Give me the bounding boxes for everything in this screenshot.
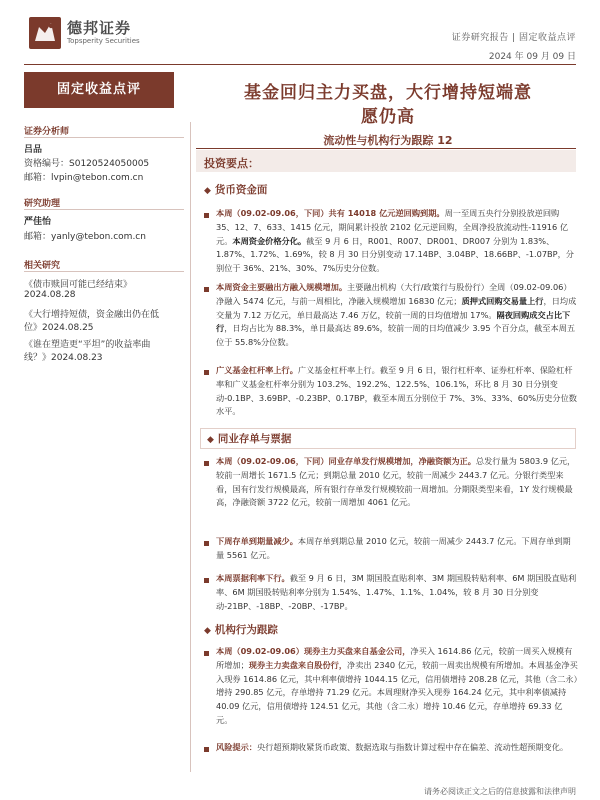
paragraph-run: 本周（09.02-09.06，下同）同业存单发行规模增加，净融资额为正。 [216, 456, 476, 466]
related-item-1-date: 2024.08.28 [24, 290, 76, 300]
sidebar-banner: 固定收益点评 [24, 72, 174, 108]
paragraph-run: ，日均成交量为 7.12 万亿元，单日最高达 7.46 万亿，较前一周的日均值增加 17%。 [216, 295, 577, 320]
paragraph-cd-maturity [216, 535, 578, 563]
analyst-email[interactable]: 邮箱：lvpin@tebon.com.cn [24, 173, 144, 183]
report-date: 2024 年 09 月 09 日 [488, 52, 576, 62]
key-points-label: 投资要点： [204, 157, 259, 170]
bullet-icon [204, 287, 209, 292]
related-item-1-title[interactable]: 《债市赎回可能已经结束》 [24, 280, 133, 290]
assistant-email[interactable]: 邮箱：yanly@tebon.com.cn [24, 232, 146, 242]
paragraph-run: 截至 9 月 6 日，R001、R007、DR001、DR007 分别为 1.83%、1.87%、1.72%、1.69%，较 8 月 30 日分别变动 17.14BP、3.04BP、18.66BP、-1.07BP，分别位于 36%、21%、30%、7%历史分位数。 [216, 235, 574, 274]
paragraph-run: 净卖出 2340 亿元，较前一周卖出规模有所增加。本周基金净买入现券 1614.86 亿元，其中利率债增持 1044.15 亿元，信用债增持 208.28 亿元，其他（含二永）增持 290.85 亿元，存单增持 71.29 亿元。本周理财净买入现券 164.24 亿元，其中利率债减持 40.09 亿元，信用债增持 124.51 亿元，其他（含二永）增持 10.46 亿元，存单增持 69.33 亿元。 [216, 659, 578, 725]
related-item-3-title[interactable]: 《谁在塑造更“平坦”的收益率曲 [24, 340, 151, 350]
bullet-icon [204, 461, 209, 466]
brand-logo-icon [29, 17, 61, 49]
analyst-heading: 证券分析师 [24, 127, 70, 137]
report-subtitle: 流动性与机构行为跟踪 12 [323, 134, 453, 147]
report-title-line2: 愿仍高 [361, 107, 415, 127]
paragraph-lenders [216, 281, 578, 350]
section-heading-cd-bills: ◆ 同业存单与票据 [200, 428, 576, 449]
related-item-3-date: 线？》2024.08.23 [24, 353, 103, 363]
related-heading: 相关研究 [24, 261, 61, 271]
paragraph-run: 总发行量为 5803.9 亿元，较前一周增长 1671.5 亿元；到期总量 2010 亿元，较前一周减少 2443.7 亿元。分银行类型来看，国有行发行规模最高，所有银行存单发行规模较前一周增加。分期限类型来看，1Y 发行规模最高，净融资额 3722 亿元，较前一周增加 4061 亿元。 [216, 456, 576, 508]
bullet-icon [204, 578, 209, 583]
paragraph-run: 广义基金杠杆率上行。截至 9 月 6 日，银行杠杆率、证券杠杆率、保险杠杆率和广义基金杠杆率分别为 103.2%、192.2%、122.5%、106.1%，环比 8 月 30 日分别变动-0.1BP、3.69BP、-0.23BP、0.17BP，截至本周五分别位于 7%、3%、33%、60%历史分位数水平。 [216, 365, 577, 417]
paragraph-run: 下周存单到期量减少。 [216, 536, 298, 546]
header-divider [24, 64, 576, 65]
bullet-icon [204, 747, 209, 752]
paragraph-run: 风险提示： [216, 742, 257, 752]
paragraph-run: 主要融出机构（大行/政策行与股份行）全周（09.02-09.06）净融入 5474 亿元，与前一周相比，净融入规模增加 16830 亿元； [216, 282, 572, 306]
paragraph-run: 央行超预期收紧货币政策、数据选取与指数计算过程中存在偏差、流动性超预期变化。 [256, 742, 569, 752]
related-item-2-date: 位》2024.08.25 [24, 323, 94, 333]
section-heading-institutions: ◆ 机构行为跟踪 [204, 622, 278, 637]
paragraph-run: 本周资金价格分化。 [232, 235, 307, 246]
assistant-name: 严佳怡 [24, 217, 52, 227]
paragraph-cd-issuance [216, 455, 578, 510]
footer-disclaimer: 请务必阅读正文之后的信息披露和法律声明 [424, 787, 576, 796]
report-title-line1: 基金回归主力买盘，大行增持短端意 [244, 83, 532, 103]
sidebar-divider [24, 209, 184, 210]
section-heading-money-market: ◆ 货币资金面 [204, 182, 267, 197]
paragraph-run: 本周资金主要融出方融入规模增加。 [216, 282, 348, 292]
analyst-license: 资格编号：S0120524050005 [24, 159, 150, 169]
paragraph-run: 现券主力卖盘来自股份行， [248, 659, 348, 670]
paragraph-bill-rates [216, 572, 578, 613]
paragraph-run: ，日均占比为 88.3%，单日最高达 89.6%，较前一周的日均值减少 3.95 个百分点，截至本周五位于 55.8%分位数。 [216, 323, 576, 348]
paragraph-run: 净买入 1614.86 亿元，较前一周买入规模有所增加； [216, 646, 573, 670]
analyst-name: 吕品 [24, 145, 43, 155]
paragraph-run: 本周存单到期总量 2010 亿元，较前一周减少 2443.7 亿元。下周存单到期量 5561 亿元。 [216, 536, 571, 560]
paragraph-run: 本周（09.02-09.06）现券主力买盘来自基金公司， [216, 646, 411, 656]
column-divider [190, 122, 191, 772]
title-divider [196, 148, 576, 149]
brand-name-en: Topsperity Securities [67, 37, 140, 45]
bullet-icon [204, 213, 209, 218]
report-type: 证券研究报告 | 固定收益点评 [451, 33, 576, 43]
bullet-icon [204, 541, 209, 546]
assistant-heading: 研究助理 [24, 199, 61, 209]
paragraph-risk [216, 741, 578, 755]
bullet-icon [204, 370, 209, 375]
related-item-2-title[interactable]: 《大行增持短债，资金融出仍在低 [24, 310, 160, 320]
paragraph-institutions [216, 645, 578, 728]
bullet-icon [204, 651, 209, 656]
paragraph-run: 截至 9 月 6 日，3M 期国股直贴利率、3M 期国股转贴利率、6M 期国股直贴利率、6M 期国股转贴利率分别为 1.54%、1.47%、1.1%、1.04%，较 8 月 30 日分别变动-21BP、-18BP、-20BP、-17BP。 [216, 573, 577, 611]
paragraph-run: 质押式回购交易量上行 [461, 295, 544, 306]
sidebar-divider [24, 271, 184, 272]
brand-name-cn: 德邦证券 [67, 19, 132, 37]
paragraph-run: 隔夜回购成交占比下行 [216, 309, 571, 334]
paragraph-leverage [216, 364, 578, 419]
paragraph-run: 本周票据利率下行。 [216, 573, 290, 583]
paragraph-run: 广义基金杠杆率上行。 [216, 365, 298, 375]
sidebar-divider [24, 137, 184, 138]
paragraph-run: 本周（09.02-09.06，下同）共有 14018 亿元逆回购到期。 [216, 208, 445, 218]
paragraph-run: 周一至周五央行分别投放逆回购 35、12、7、633、1415 亿元，期间累计投放 2102 亿元逆回购，全周净投放流动性-11916 亿元。 [216, 208, 569, 246]
paragraph-repo [216, 207, 578, 276]
